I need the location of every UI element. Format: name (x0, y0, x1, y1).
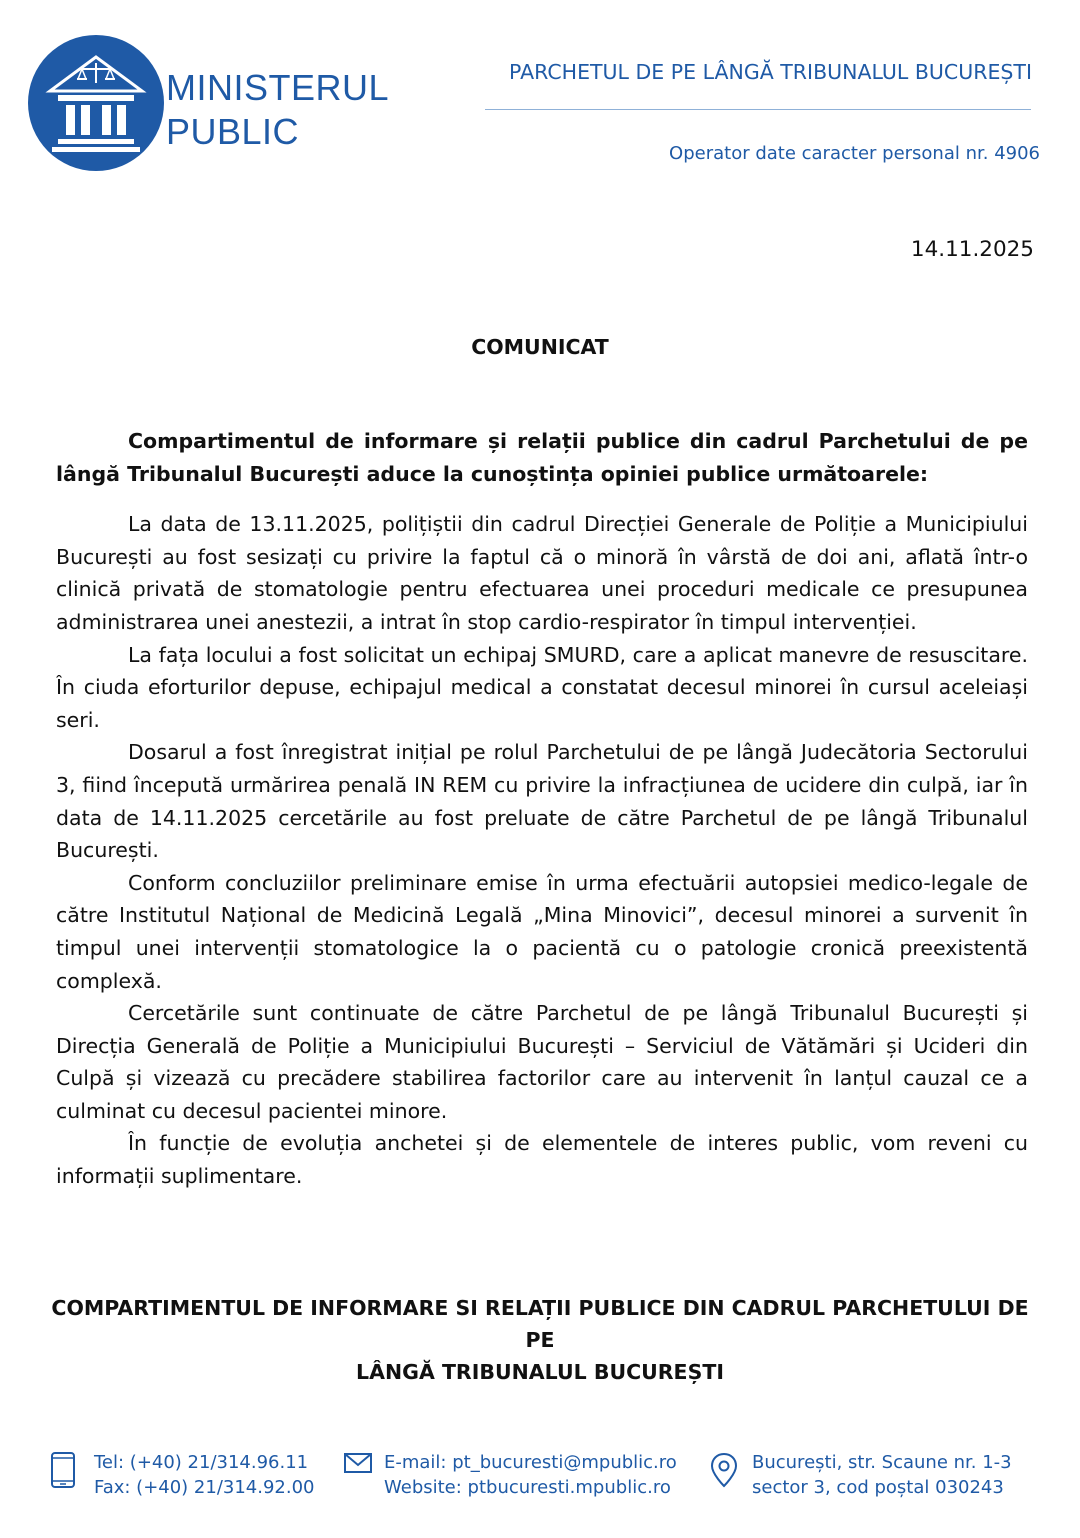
footer-address-line-1: București, str. Scaune nr. 1-3 (752, 1452, 1012, 1473)
intro-paragraph: Compartimentul de informare și relații publice din cadrul Parchetului de pe lângă Tribunalul București aduce la cunoștința opiniei publice următoarele: (56, 429, 1028, 486)
body-paragraph: Cercetările sunt continuate de către Parchetul de pe lângă Tribunalul București și Direcția Generală de Poliție a Municipiului București – Serviciul de Vătămări și Ucideri din Culpă și vizează cu precădere stabilirea factorilor care au intervenit în lanțul cauzal ce a culminat cu decesul pacientei minore. (56, 1001, 1028, 1123)
envelope-icon (344, 1453, 372, 1475)
body-paragraph: Conform concluziilor preliminare emise în urma efectuării autopsiei medico-legale de către Institutul Național de Medicină Legală „Mina Minovici”, decesul minorei a survenit în timpul unei intervenții stomatologice la o pacientă cu o patologie cronică preexistentă complexă. (56, 870, 1028, 993)
location-pin-icon (710, 1452, 738, 1488)
body-paragraph: În funcție de evoluția anchetei și de elementele de interes public, vom reveni cu informații suplimentare. (56, 1131, 1028, 1189)
ministerul-public-logo (28, 35, 164, 171)
body-paragraph: La data de 13.11.2025, polițiștii din cadrul Direcției Generale de Poliție a Municipiului București au fost sesizați cu privire la faptul că o minoră în vârstă de doi ani, aflată într-o clinică privată de stomatologie pentru efectuarea unei proceduri medicale ce presupunea administrarea unei anestezii, a intrat în stop cardio-respirator în timpul intervenției. (56, 512, 1028, 634)
institution-name: PARCHETUL DE PE LÂNGĂ TRIBUNALUL BUCUREȘTI (509, 60, 1032, 84)
footer-website[interactable]: Website: ptbucuresti.mpublic.ro (384, 1477, 671, 1498)
document-date: 14.11.2025 (910, 237, 1034, 262)
signature-line-2: LÂNGĂ TRIBUNALUL BUCUREȘTI (356, 1360, 724, 1384)
body-paragraph: La fața locului a fost solicitat un echipaj SMURD, care a aplicat manevre de resuscitare. În ciuda eforturilor depuse, echipajul medical a constatat decesul minorei în cursul aceleiași seri. (56, 642, 1028, 732)
phone-icon (50, 1452, 76, 1488)
header-divider (485, 109, 1031, 110)
body-paragraph: Dosarul a fost înregistrat inițial pe rolul Parchetului de pe lângă Judecătoria Sectorului 3, fiind începută urmărirea penală IN REM cu privire la infracțiunea de ucidere din culpă, iar în data de 14.11.2025 cercetările au fost preluate de către Parchetul de pe lângă Tribunalul București. (56, 740, 1028, 863)
document-title: COMUNICAT (471, 335, 609, 359)
footer-fax: Fax: (+40) 21/314.92.00 (94, 1477, 315, 1498)
signature-line-1: COMPARTIMENTUL DE INFORMARE SI RELAȚII PUBLICE DIN CADRUL PARCHETULUI DE PE (51, 1296, 1029, 1352)
logo-line-1: MINISTERUL (166, 67, 390, 108)
document-body (56, 425, 1028, 1193)
footer-email[interactable]: E-mail: pt_bucuresti@mpublic.ro (384, 1452, 677, 1473)
signature-block (40, 1292, 1040, 1388)
footer-address-line-2: sector 3, cod poștal 030243 (752, 1477, 1004, 1498)
operator-number: Operator date caracter personal nr. 4906 (669, 143, 1040, 164)
footer (0, 1450, 1080, 1510)
logo-wordmark (166, 66, 389, 154)
footer-tel: Tel: (+40) 21/314.96.11 (94, 1452, 309, 1473)
logo-line-2: PUBLIC (166, 111, 300, 152)
